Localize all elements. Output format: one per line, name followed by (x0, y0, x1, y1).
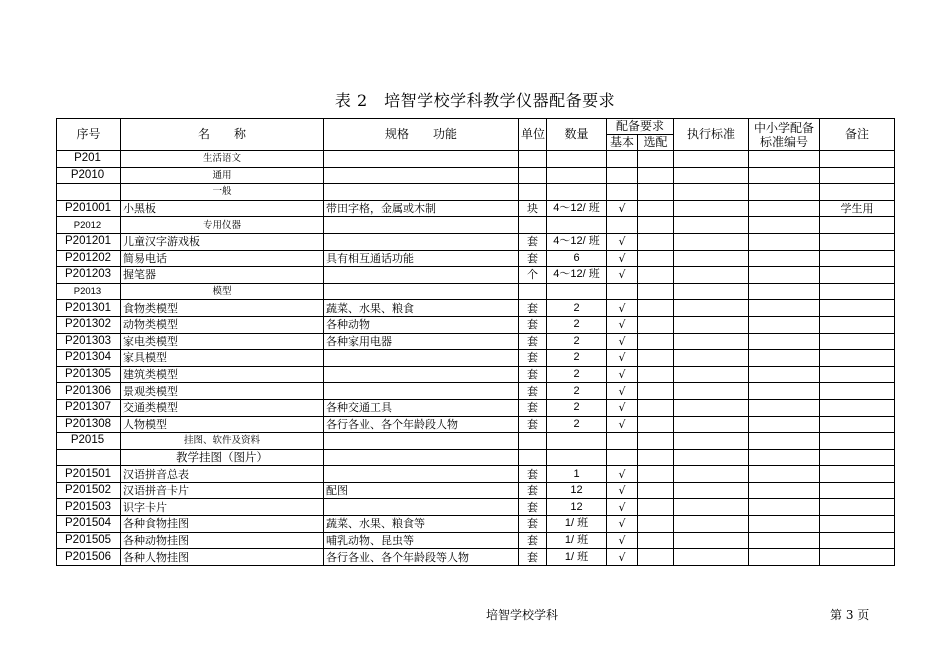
cell-standard-number (749, 217, 820, 234)
cell-spec: 蔬菜、水果、粮食 (324, 300, 519, 317)
cell-name: 建筑类模型 (121, 366, 324, 383)
cell-spec (324, 499, 519, 516)
cell-note (820, 217, 895, 234)
cell-standard (674, 466, 749, 483)
cell-standard (674, 366, 749, 383)
cell-basic: √ (607, 350, 638, 367)
cell-code: P201501 (57, 466, 121, 483)
header-name: 名 称 (121, 119, 324, 151)
cell-code: P201 (57, 151, 121, 168)
cell-standard-number (749, 366, 820, 383)
equipment-table (56, 118, 895, 566)
cell-qty (547, 184, 607, 201)
cell-name: 家具模型 (121, 350, 324, 367)
cell-standard-number (749, 233, 820, 250)
cell-standard (674, 250, 749, 267)
cell-basic: √ (607, 549, 638, 566)
cell-name: 一般 (121, 184, 324, 201)
cell-standard-number (749, 316, 820, 333)
cell-unit: 个 (519, 267, 547, 284)
cell-standard (674, 416, 749, 433)
header-optional: 选配 (638, 135, 674, 151)
cell-code: P201503 (57, 499, 121, 516)
cell-qty: 12 (547, 482, 607, 499)
cell-name: 汉语拼音总表 (121, 466, 324, 483)
cell-name: 各种动物挂图 (121, 532, 324, 549)
cell-code: P201203 (57, 267, 121, 284)
cell-note (820, 366, 895, 383)
cell-unit: 套 (519, 250, 547, 267)
header-basic: 基本 (607, 135, 638, 151)
table-row (57, 167, 895, 184)
cell-standard (674, 449, 749, 466)
page-title: 表 2 培智学校学科教学仪器配备要求 (334, 91, 616, 110)
footer-title: 培智学校学科 (485, 608, 558, 622)
cell-code (57, 184, 121, 201)
cell-note (820, 250, 895, 267)
cell-standard-number (749, 383, 820, 400)
cell-standard (674, 151, 749, 168)
cell-code: P201506 (57, 549, 121, 566)
cell-name: 各种人物挂图 (121, 549, 324, 566)
cell-note (820, 449, 895, 466)
cell-standard-number (749, 499, 820, 516)
cell-optional (638, 184, 674, 201)
cell-qty (547, 217, 607, 234)
cell-standard (674, 516, 749, 533)
header-standard-number-line1: 中小学配备 (754, 120, 815, 135)
cell-qty: 2 (547, 399, 607, 416)
table-row (57, 267, 895, 284)
cell-optional (638, 250, 674, 267)
cell-name: 生活语文 (121, 151, 324, 168)
table-body (57, 151, 895, 566)
cell-optional (638, 549, 674, 566)
cell-qty: 4～12/ 班 (547, 267, 607, 284)
cell-note (820, 316, 895, 333)
cell-spec (324, 366, 519, 383)
cell-note: 学生用 (820, 200, 895, 217)
cell-optional (638, 217, 674, 234)
cell-code: P201303 (57, 333, 121, 350)
cell-unit: 套 (519, 383, 547, 400)
cell-name: 小黑板 (121, 200, 324, 217)
cell-standard-number (749, 300, 820, 317)
cell-code: P201505 (57, 532, 121, 549)
cell-optional (638, 233, 674, 250)
table-header (57, 119, 895, 151)
header-spec: 规格 功能 (324, 119, 519, 151)
cell-standard-number (749, 449, 820, 466)
cell-basic (607, 449, 638, 466)
cell-spec: 具有相互通话功能 (324, 250, 519, 267)
cell-name: 汉语拼音卡片 (121, 482, 324, 499)
cell-basic: √ (607, 383, 638, 400)
cell-basic: √ (607, 482, 638, 499)
cell-qty: 4～12/ 班 (547, 233, 607, 250)
cell-basic: √ (607, 267, 638, 284)
cell-note (820, 233, 895, 250)
table-row (57, 482, 895, 499)
cell-optional (638, 399, 674, 416)
cell-note (820, 416, 895, 433)
cell-unit: 套 (519, 532, 547, 549)
cell-standard-number (749, 399, 820, 416)
cell-basic: √ (607, 233, 638, 250)
cell-code: P2010 (57, 167, 121, 184)
header-standard-number-line2: 标准编号 (760, 134, 809, 149)
table-row (57, 250, 895, 267)
cell-note (820, 466, 895, 483)
cell-name: 专用仪器 (121, 217, 324, 234)
table-row (57, 350, 895, 367)
cell-basic (607, 433, 638, 450)
cell-name: 食物类模型 (121, 300, 324, 317)
cell-basic: √ (607, 416, 638, 433)
cell-note (820, 184, 895, 201)
cell-optional (638, 532, 674, 549)
cell-standard (674, 283, 749, 300)
cell-optional (638, 316, 674, 333)
table-row (57, 300, 895, 317)
cell-name: 挂图、软件及资料 (121, 433, 324, 450)
cell-spec (324, 217, 519, 234)
cell-name: 景观类模型 (121, 383, 324, 400)
cell-code: P2015 (57, 433, 121, 450)
cell-note (820, 516, 895, 533)
cell-basic: √ (607, 333, 638, 350)
cell-spec: 带田字格，金属或木制 (324, 200, 519, 217)
cell-optional (638, 350, 674, 367)
cell-spec (324, 350, 519, 367)
cell-note (820, 549, 895, 566)
cell-standard (674, 532, 749, 549)
cell-qty (547, 151, 607, 168)
cell-unit: 套 (519, 366, 547, 383)
cell-name: 识字卡片 (121, 499, 324, 516)
cell-spec (324, 151, 519, 168)
cell-standard (674, 300, 749, 317)
cell-qty: 1 (547, 466, 607, 483)
cell-optional (638, 366, 674, 383)
cell-standard (674, 482, 749, 499)
cell-basic (607, 167, 638, 184)
cell-standard-number (749, 516, 820, 533)
cell-unit: 套 (519, 300, 547, 317)
header-no: 序号 (57, 119, 121, 151)
cell-spec (324, 383, 519, 400)
cell-spec (324, 466, 519, 483)
cell-standard-number (749, 250, 820, 267)
cell-code: P201202 (57, 250, 121, 267)
cell-note (820, 383, 895, 400)
cell-unit (519, 433, 547, 450)
table-row (57, 466, 895, 483)
cell-standard (674, 267, 749, 284)
cell-standard (674, 316, 749, 333)
cell-unit (519, 151, 547, 168)
table-row (57, 283, 895, 300)
cell-standard-number (749, 167, 820, 184)
cell-qty (547, 433, 607, 450)
cell-spec: 哺乳动物、昆虫等 (324, 532, 519, 549)
cell-optional (638, 267, 674, 284)
cell-qty: 2 (547, 383, 607, 400)
cell-qty (547, 449, 607, 466)
cell-unit: 套 (519, 416, 547, 433)
cell-optional (638, 516, 674, 533)
cell-note (820, 167, 895, 184)
cell-spec (324, 167, 519, 184)
cell-standard-number (749, 549, 820, 566)
cell-spec (324, 267, 519, 284)
cell-code: P2013 (57, 283, 121, 300)
cell-basic (607, 283, 638, 300)
cell-unit (519, 283, 547, 300)
cell-basic: √ (607, 300, 638, 317)
cell-unit (519, 217, 547, 234)
cell-standard-number (749, 267, 820, 284)
cell-name: 通用 (121, 167, 324, 184)
cell-optional (638, 283, 674, 300)
table-row (57, 383, 895, 400)
cell-standard-number (749, 532, 820, 549)
cell-standard (674, 167, 749, 184)
cell-optional (638, 167, 674, 184)
cell-name: 儿童汉字游戏板 (121, 233, 324, 250)
table-row (57, 449, 895, 466)
table-row (57, 366, 895, 383)
cell-code: P201301 (57, 300, 121, 317)
header-standard-number (749, 119, 820, 151)
table-row (57, 333, 895, 350)
cell-qty: 4～12/ 班 (547, 200, 607, 217)
cell-name: 交通类模型 (121, 399, 324, 416)
cell-standard (674, 350, 749, 367)
cell-code: P201001 (57, 200, 121, 217)
cell-note (820, 151, 895, 168)
cell-spec: 各种动物 (324, 316, 519, 333)
cell-unit (519, 449, 547, 466)
cell-code: P201305 (57, 366, 121, 383)
cell-unit (519, 167, 547, 184)
cell-basic (607, 217, 638, 234)
cell-standard (674, 433, 749, 450)
cell-optional (638, 433, 674, 450)
cell-optional (638, 466, 674, 483)
cell-standard-number (749, 333, 820, 350)
cell-qty: 2 (547, 366, 607, 383)
cell-code: P201308 (57, 416, 121, 433)
table-row (57, 516, 895, 533)
table-row (57, 151, 895, 168)
cell-code (57, 449, 121, 466)
cell-standard (674, 399, 749, 416)
table-row (57, 399, 895, 416)
cell-standard (674, 184, 749, 201)
cell-standard (674, 217, 749, 234)
cell-code: P201307 (57, 399, 121, 416)
cell-standard-number (749, 283, 820, 300)
cell-code: P201306 (57, 383, 121, 400)
cell-standard-number (749, 200, 820, 217)
cell-basic (607, 151, 638, 168)
cell-note (820, 350, 895, 367)
cell-qty: 2 (547, 350, 607, 367)
cell-note (820, 267, 895, 284)
cell-name: 家电类模型 (121, 333, 324, 350)
cell-name: 动物类模型 (121, 316, 324, 333)
table-row (57, 217, 895, 234)
cell-spec: 各种家用电器 (324, 333, 519, 350)
cell-basic: √ (607, 466, 638, 483)
cell-standard (674, 333, 749, 350)
cell-spec (324, 433, 519, 450)
cell-optional (638, 333, 674, 350)
cell-code: P201201 (57, 233, 121, 250)
cell-qty: 1/ 班 (547, 549, 607, 566)
table-row (57, 433, 895, 450)
cell-note (820, 532, 895, 549)
cell-code: P201304 (57, 350, 121, 367)
cell-name: 各种食物挂图 (121, 516, 324, 533)
cell-qty: 2 (547, 300, 607, 317)
cell-spec: 各种交通工具 (324, 399, 519, 416)
cell-standard (674, 549, 749, 566)
cell-optional (638, 300, 674, 317)
table-row (57, 499, 895, 516)
cell-standard (674, 200, 749, 217)
cell-qty: 2 (547, 416, 607, 433)
cell-spec (324, 283, 519, 300)
cell-qty: 2 (547, 316, 607, 333)
cell-name: 简易电话 (121, 250, 324, 267)
cell-basic: √ (607, 532, 638, 549)
cell-standard (674, 233, 749, 250)
cell-basic: √ (607, 516, 638, 533)
cell-unit: 套 (519, 466, 547, 483)
cell-standard-number (749, 184, 820, 201)
table-row (57, 200, 895, 217)
cell-qty: 6 (547, 250, 607, 267)
header-standard: 执行标准 (674, 119, 749, 151)
cell-unit: 套 (519, 350, 547, 367)
cell-code: P201502 (57, 482, 121, 499)
cell-spec: 蔬菜、水果、粮食等 (324, 516, 519, 533)
cell-unit: 套 (519, 482, 547, 499)
cell-standard-number (749, 482, 820, 499)
cell-basic: √ (607, 200, 638, 217)
cell-unit: 套 (519, 516, 547, 533)
cell-standard (674, 499, 749, 516)
cell-standard-number (749, 350, 820, 367)
cell-basic: √ (607, 499, 638, 516)
cell-spec (324, 233, 519, 250)
cell-code: P201504 (57, 516, 121, 533)
header-note: 备注 (820, 119, 895, 151)
header-unit: 单位 (519, 119, 547, 151)
cell-basic: √ (607, 316, 638, 333)
cell-spec: 配图 (324, 482, 519, 499)
cell-optional (638, 482, 674, 499)
cell-unit: 套 (519, 333, 547, 350)
cell-code: P201302 (57, 316, 121, 333)
cell-standard-number (749, 433, 820, 450)
cell-optional (638, 151, 674, 168)
cell-basic (607, 184, 638, 201)
cell-spec: 各行各业、各个年龄段人物 (324, 416, 519, 433)
cell-note (820, 499, 895, 516)
table-row (57, 233, 895, 250)
cell-spec (324, 184, 519, 201)
cell-qty: 1/ 班 (547, 516, 607, 533)
cell-note (820, 482, 895, 499)
cell-name: 模型 (121, 283, 324, 300)
cell-optional (638, 383, 674, 400)
cell-qty: 1/ 班 (547, 532, 607, 549)
cell-unit: 套 (519, 399, 547, 416)
page-number: 第 3 页 (830, 608, 870, 622)
cell-note (820, 333, 895, 350)
cell-optional (638, 499, 674, 516)
cell-note (820, 433, 895, 450)
table-row (57, 532, 895, 549)
header-requirement: 配备要求 (607, 119, 674, 135)
table-row (57, 316, 895, 333)
cell-unit: 套 (519, 499, 547, 516)
cell-unit: 套 (519, 316, 547, 333)
cell-note (820, 283, 895, 300)
cell-standard-number (749, 466, 820, 483)
cell-note (820, 399, 895, 416)
cell-spec: 各行各业、各个年龄段等人物 (324, 549, 519, 566)
table-row (57, 549, 895, 566)
cell-unit: 块 (519, 200, 547, 217)
cell-standard-number (749, 416, 820, 433)
cell-standard-number (749, 151, 820, 168)
cell-optional (638, 449, 674, 466)
cell-name: 握笔器 (121, 267, 324, 284)
cell-optional (638, 416, 674, 433)
cell-standard (674, 383, 749, 400)
cell-name: 人物模型 (121, 416, 324, 433)
table-row (57, 416, 895, 433)
header-qty: 数量 (547, 119, 607, 151)
cell-basic: √ (607, 399, 638, 416)
cell-code: P2012 (57, 217, 121, 234)
cell-basic: √ (607, 250, 638, 267)
cell-unit: 套 (519, 549, 547, 566)
cell-qty (547, 283, 607, 300)
cell-qty: 12 (547, 499, 607, 516)
cell-basic: √ (607, 366, 638, 383)
cell-unit: 套 (519, 233, 547, 250)
cell-unit (519, 184, 547, 201)
table-row (57, 184, 895, 201)
cell-spec (324, 449, 519, 466)
cell-note (820, 300, 895, 317)
cell-name: 教学挂图（图片） (121, 449, 324, 466)
cell-qty (547, 167, 607, 184)
cell-qty: 2 (547, 333, 607, 350)
cell-optional (638, 200, 674, 217)
